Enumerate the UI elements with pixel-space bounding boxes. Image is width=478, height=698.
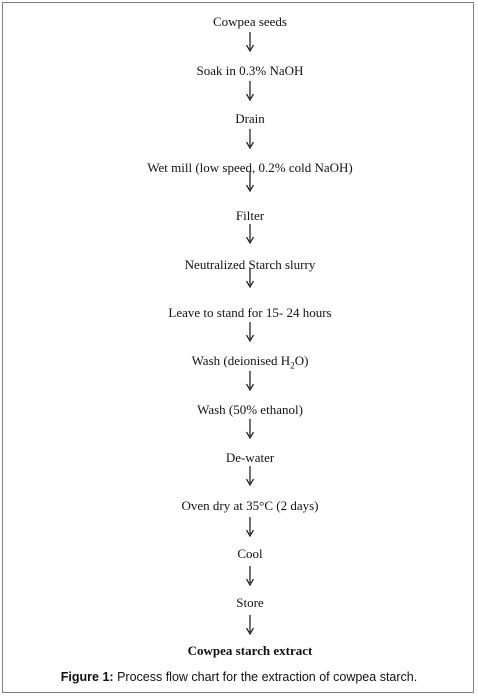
step-de-water: De-water <box>225 450 275 465</box>
step-oven-dry: Oven dry at 35°C (2 days) <box>181 498 319 513</box>
figure-caption-label: Figure 1: <box>60 670 114 684</box>
arrow-down-icon <box>243 466 257 486</box>
figure-caption-text: Process flow chart for the extraction of cowpea starch. <box>113 670 418 684</box>
step-wet-mill: Wet mill (low speed, 0.2% cold NaOH) <box>147 160 353 175</box>
step-wash-ethanol: Wash (50% ethanol) <box>197 402 303 417</box>
step-wash-deionised <box>0 353 478 369</box>
arrow-down-icon <box>243 566 257 586</box>
arrow-down-icon <box>243 172 257 192</box>
step-cowpea-starch-extract: Cowpea starch extract <box>187 643 313 658</box>
step-leave-to-stand: Leave to stand for 15- 24 hours <box>168 305 332 320</box>
step-neutralized-slurry: Neutralized Starch slurry <box>184 257 316 272</box>
arrow-down-icon <box>243 517 257 537</box>
arrow-down-icon <box>243 268 257 288</box>
arrow-down-icon <box>243 615 257 635</box>
arrow-down-icon <box>243 322 257 342</box>
step-filter: Filter <box>235 208 265 223</box>
step-store: Store <box>236 595 264 610</box>
arrow-down-icon <box>243 371 257 391</box>
arrow-down-icon <box>243 81 257 101</box>
step-soak: Soak in 0.3% NaOH <box>196 63 304 78</box>
figure-caption <box>0 670 478 684</box>
arrow-down-icon <box>243 419 257 439</box>
subscript-2: 2 <box>290 360 295 371</box>
step-wash-deionised-tail: O) <box>294 353 309 368</box>
arrow-down-icon <box>243 129 257 149</box>
arrow-down-icon <box>243 32 257 52</box>
arrow-down-icon <box>243 224 257 244</box>
step-drain: Drain <box>235 111 265 126</box>
step-cowpea-seeds: Cowpea seeds <box>212 14 287 29</box>
step-wash-deionised-text: Wash (deionised H <box>191 353 291 368</box>
step-cool: Cool <box>237 546 263 561</box>
